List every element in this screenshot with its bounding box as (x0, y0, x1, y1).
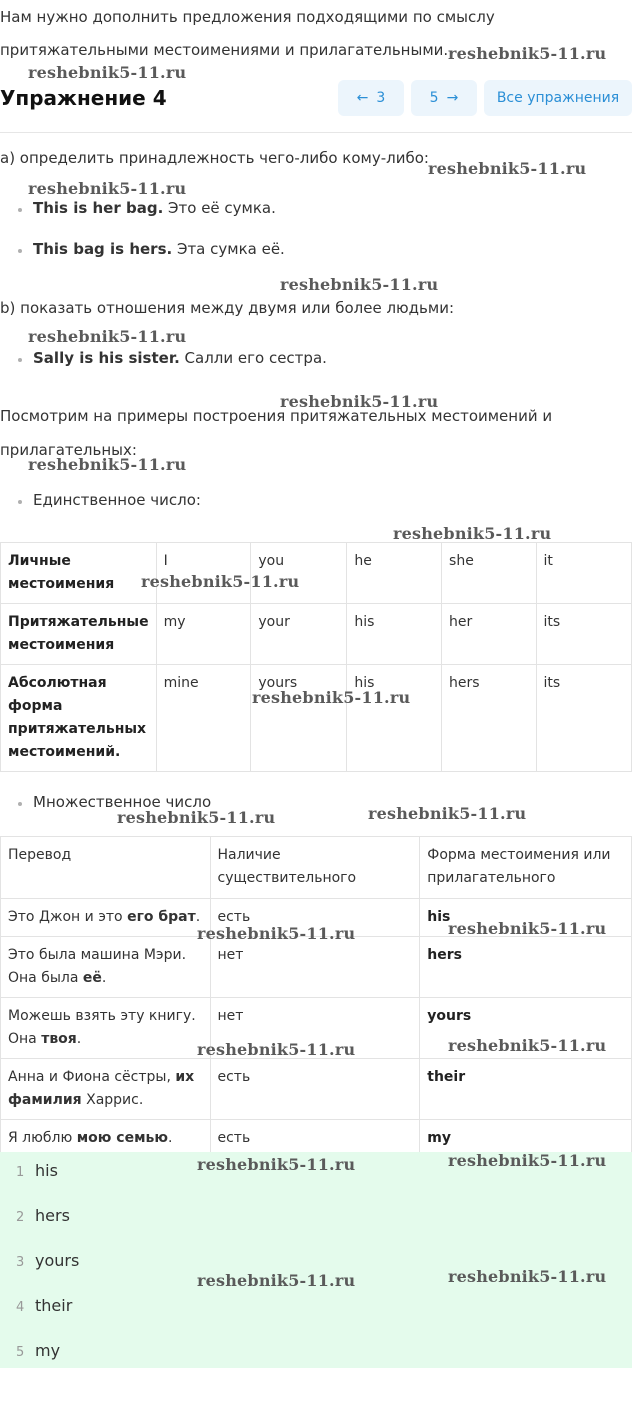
watermark: reshebnik5-11.ru (448, 1267, 607, 1286)
answer-item (16, 1206, 70, 1225)
table-cell: she (442, 543, 536, 604)
plural-label: Множественное число (33, 793, 212, 811)
header-divider (0, 132, 632, 133)
bullet-icon (18, 802, 22, 806)
watermark: reshebnik5-11.ru (368, 804, 527, 823)
table-cell: he (347, 543, 442, 604)
watermark: reshebnik5-11.ru (197, 1155, 356, 1174)
watermark: reshebnik5-11.ru (197, 924, 356, 943)
row-header: Абсолютная форма притяжательных местоимений. (1, 665, 157, 772)
prev-exercise-button[interactable] (338, 80, 404, 116)
translation-cell: Это Джон и это его брат. (1, 899, 211, 937)
watermark: reshebnik5-11.ru (280, 392, 439, 411)
pronoun-form-cell: their (420, 1059, 632, 1120)
table-cell: his (347, 604, 442, 665)
answer-text: hers (35, 1206, 70, 1225)
bullet-icon (18, 500, 22, 504)
answer-text: yours (35, 1251, 80, 1270)
section-b-item-1 (33, 347, 327, 369)
examples-line-2: прилагательных: (0, 441, 137, 459)
table-cell: its (536, 604, 631, 665)
table-header-row (1, 837, 632, 899)
pronoun-form-cell: my (420, 1120, 632, 1158)
example-translation: Салли его сестра. (179, 349, 327, 367)
watermark: reshebnik5-11.ru (141, 572, 300, 591)
answer-item (16, 1161, 58, 1180)
bullet-icon (18, 208, 22, 212)
watermark: reshebnik5-11.ru (28, 63, 187, 82)
examples-line-1: Посмотрим на примеры построения притяжательных местоимений и (0, 407, 553, 425)
next-exercise-button[interactable] (411, 80, 477, 116)
example-english: Sally is his sister. (33, 349, 180, 367)
column-header: Форма местоимения или прилагательного (420, 837, 632, 899)
watermark: reshebnik5-11.ru (28, 179, 187, 198)
all-exercises-label: Все упражнения (496, 90, 620, 106)
table-cell: you (251, 543, 347, 604)
plural-pronouns-table (0, 836, 632, 1158)
answer-item (16, 1341, 60, 1360)
example-translation: Эта сумка её. (172, 240, 285, 258)
noun-presence-cell: есть (210, 899, 420, 937)
arrow-right-icon: → (446, 90, 459, 106)
intro-line-2: притяжательными местоимениями и прилагательными. (0, 41, 449, 59)
table-cell: I (156, 543, 251, 604)
bullet-icon (18, 358, 22, 362)
table-row (1, 604, 632, 665)
watermark: reshebnik5-11.ru (252, 688, 411, 707)
table-cell: yours (251, 665, 347, 772)
answer-number: 5 (16, 1345, 25, 1360)
watermark: reshebnik5-11.ru (428, 159, 587, 178)
table-cell: it (536, 543, 631, 604)
answer-text: his (35, 1161, 58, 1180)
table-cell: mine (156, 665, 251, 772)
section-b-heading: b) показать отношения между двумя или более людьми: (0, 299, 454, 317)
pronoun-form-cell: hers (420, 937, 632, 998)
table-cell: her (442, 604, 536, 665)
table-row (1, 543, 632, 604)
watermark: reshebnik5-11.ru (117, 808, 276, 827)
watermark: reshebnik5-11.ru (197, 1040, 356, 1059)
prev-exercise-label: 3 (376, 90, 386, 106)
column-header: Перевод (1, 837, 211, 899)
watermark: reshebnik5-11.ru (393, 524, 552, 543)
table-cell: my (156, 604, 251, 665)
noun-presence-cell: есть (210, 1120, 420, 1158)
table-row (1, 665, 632, 772)
watermark: reshebnik5-11.ru (280, 275, 439, 294)
column-header: Наличие существительного (210, 837, 420, 899)
answer-text: my (35, 1341, 61, 1360)
answer-item (16, 1251, 79, 1270)
translation-cell: Анна и Фиона сёстры, их фамилия Харрис. (1, 1059, 211, 1120)
watermark: reshebnik5-11.ru (448, 919, 607, 938)
table-row (1, 937, 632, 998)
answer-number: 3 (16, 1255, 25, 1270)
bullet-icon (18, 249, 22, 253)
noun-presence-cell: нет (210, 998, 420, 1059)
all-exercises-button[interactable] (484, 80, 632, 116)
watermark: reshebnik5-11.ru (448, 1036, 607, 1055)
example-translation: Это её сумка. (163, 199, 276, 217)
translation-cell: Я люблю мою семью. (1, 1120, 211, 1158)
watermark: reshebnik5-11.ru (28, 455, 187, 474)
table-cell: its (536, 665, 631, 772)
noun-presence-cell: есть (210, 1059, 420, 1120)
singular-pronouns-table (0, 542, 632, 772)
singular-label: Единственное число: (33, 491, 201, 509)
intro-line-1: Нам нужно дополнить предложения подходящими по смыслу (0, 8, 495, 26)
answer-item (16, 1296, 72, 1315)
table-row (1, 1059, 632, 1120)
pronoun-form-cell: his (420, 899, 632, 937)
answer-text: their (35, 1296, 73, 1315)
noun-presence-cell: нет (210, 937, 420, 998)
answers-block (0, 1152, 632, 1368)
section-a-item-2 (33, 238, 285, 260)
exercise-title: Упражнение 4 (0, 86, 167, 110)
table-cell: your (251, 604, 347, 665)
answer-number: 2 (16, 1210, 25, 1225)
table-cell: hers (442, 665, 536, 772)
watermark: reshebnik5-11.ru (448, 44, 607, 63)
row-header: Личные местоимения (1, 543, 157, 604)
example-english: This bag is hers. (33, 240, 173, 258)
answer-number: 1 (16, 1165, 25, 1180)
translation-cell: Можешь взять эту книгу. Она твоя. (1, 998, 211, 1059)
answer-number: 4 (16, 1300, 25, 1315)
translation-cell: Это была машина Мэри. Она была её. (1, 937, 211, 998)
section-a-item-1 (33, 197, 276, 219)
example-english: This is her bag. (33, 199, 164, 217)
watermark: reshebnik5-11.ru (197, 1271, 356, 1290)
section-a-heading: a) определить принадлежность чего-либо кому-либо: (0, 149, 429, 167)
watermark: reshebnik5-11.ru (448, 1151, 607, 1170)
watermark: reshebnik5-11.ru (28, 327, 187, 346)
row-header: Притяжательные местоимения (1, 604, 157, 665)
arrow-left-icon: ← (356, 90, 369, 106)
next-exercise-label: 5 (429, 90, 439, 106)
table-cell: his (347, 665, 442, 772)
pronoun-form-cell: yours (420, 998, 632, 1059)
